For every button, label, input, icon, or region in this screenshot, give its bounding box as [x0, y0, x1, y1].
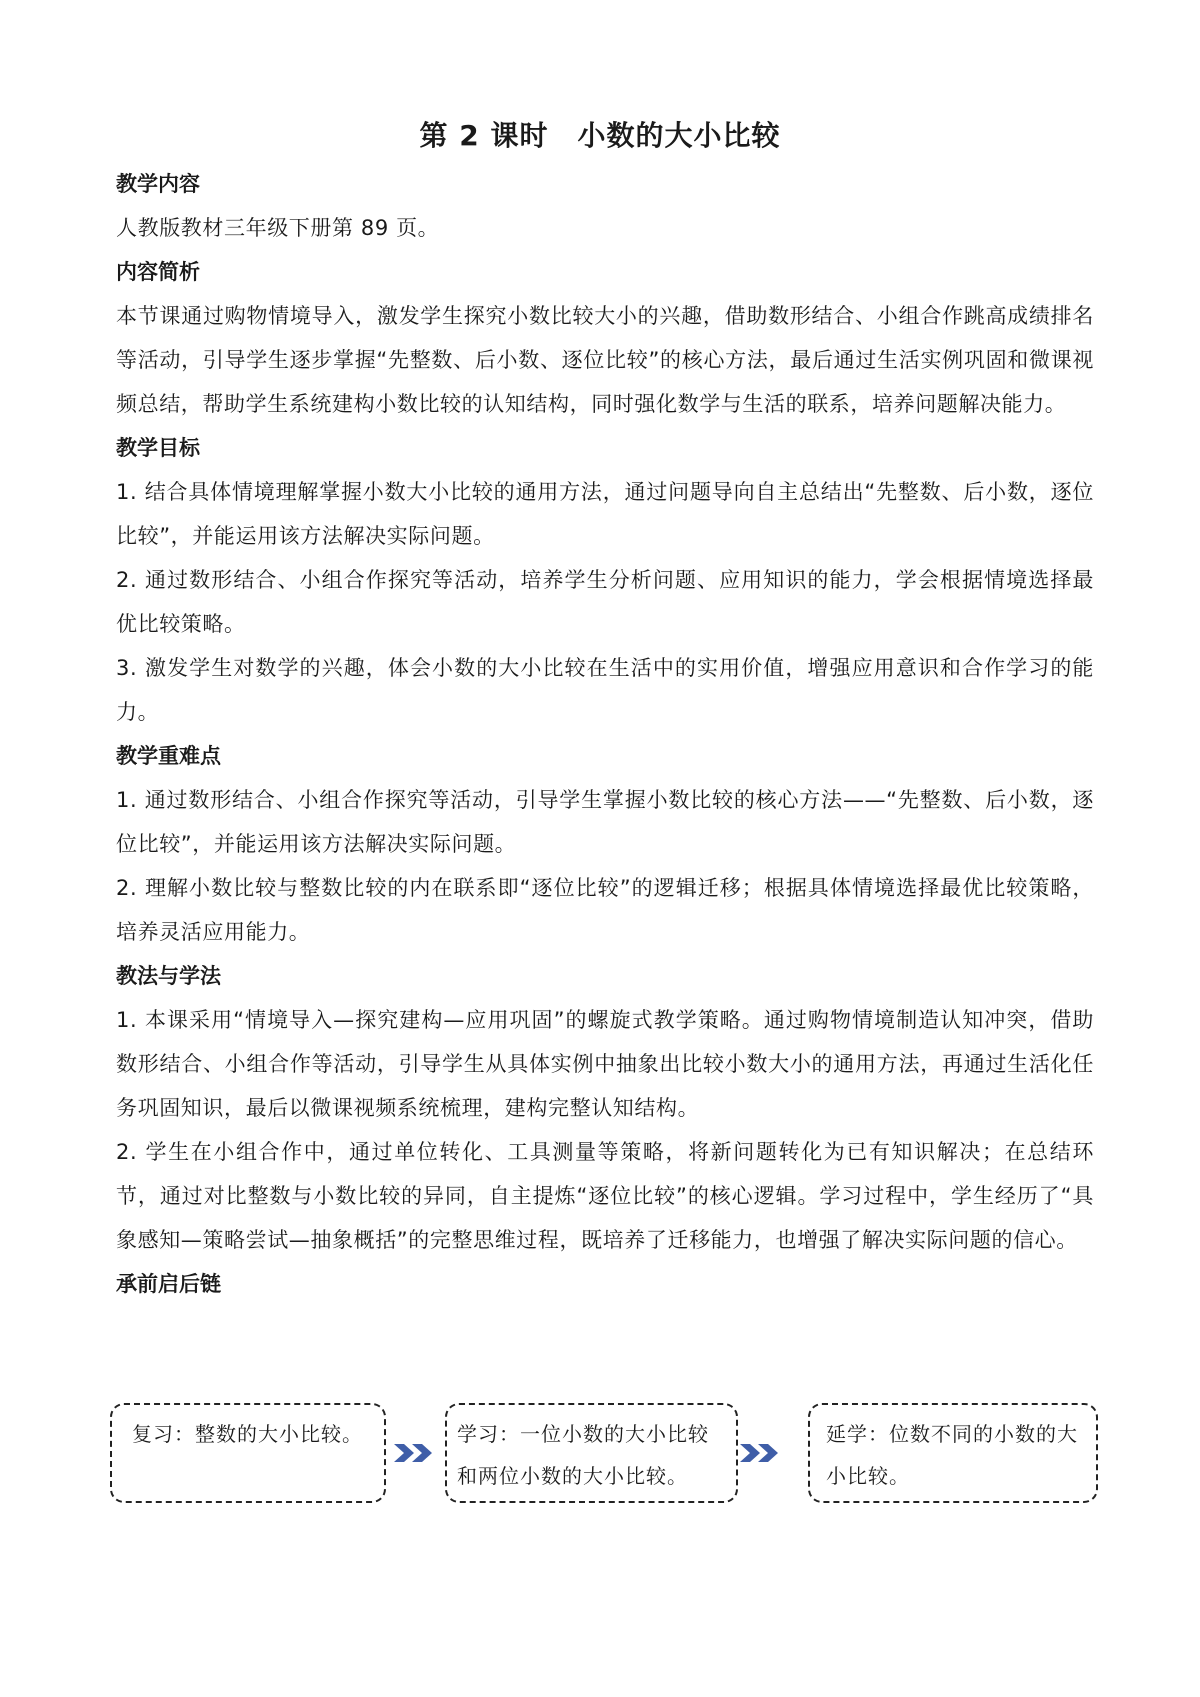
- key-point-2: 2. 理解小数比较与整数比较的内在联系即“逐位比较”的逻辑迁移；根据具体情境选择最优比较策略，培养灵活应用能力。: [116, 876, 1094, 944]
- extend-box: [808, 1403, 1098, 1503]
- review-text: 复习：整数的大小比较。: [132, 1422, 363, 1446]
- learning-chain-flow: [110, 1403, 1100, 1513]
- section-heading-learning-chain: 承前启后链: [116, 1272, 221, 1296]
- teaching-goal-1: 1. 结合具体情境理解掌握小数大小比较的通用方法，通过问题导向自主总结出“先整数、后小数，逐位比较”，并能运用该方法解决实际问题。: [116, 480, 1094, 548]
- document-title: 第 2 课时 小数的大小比较: [419, 119, 781, 152]
- double-chevron-right-icon: [392, 1441, 436, 1465]
- key-point-1: 1. 通过数形结合、小组合作探究等活动，引导学生掌握小数比较的核心方法——“先整数、后小数，逐位比较”，并能运用该方法解决实际问题。: [116, 788, 1094, 856]
- section-heading-teaching-goals: 教学目标: [116, 436, 200, 460]
- document-body: [116, 162, 1094, 1306]
- review-box: [110, 1403, 386, 1503]
- method-2: 2. 学生在小组合作中，通过单位转化、工具测量等策略，将新问题转化为已有知识解决；在总结环节，通过对比整数与小数比较的异同，自主提炼“逐位比较”的核心逻辑。学习过程中，学生经历了“具象感知—策略尝试—抽象概括”的完整思维过程，既培养了迁移能力，也增强了解决实际问题的信心。: [116, 1140, 1094, 1252]
- teaching-content-text: 人教版教材三年级下册第 89 页。: [116, 216, 440, 240]
- learn-box: [445, 1403, 738, 1503]
- method-1: 1. 本课采用“情境导入—探究建构—应用巩固”的螺旋式教学策略。通过购物情境制造认知冲突，借助数形结合、小组合作等活动，引导学生从具体实例中抽象出比较小数大小的通用方法，再通过生活化任务巩固知识，最后以微课视频系统梳理，建构完整认知结构。: [116, 1008, 1094, 1120]
- learn-text: 学习：一位小数的大小比较和两位小数的大小比较。: [457, 1422, 709, 1488]
- content-analysis-text: 本节课通过购物情境导入，激发学生探究小数比较大小的兴趣，借助数形结合、小组合作跳高成绩排名等活动，引导学生逐步掌握“先整数、后小数、逐位比较”的核心方法，最后通过生活实例巩固和微课视频总结，帮助学生系统建构小数比较的认知结构，同时强化数学与生活的联系，培养问题解决能力。: [116, 304, 1094, 416]
- section-heading-methods: 教法与学法: [116, 964, 221, 988]
- teaching-goal-2: 2. 通过数形结合、小组合作探究等活动，培养学生分析问题、应用知识的能力，学会根据情境选择最优比较策略。: [116, 568, 1094, 636]
- section-heading-key-difficult-points: 教学重难点: [116, 744, 221, 768]
- extend-text: 延学：位数不同的小数的大小比较。: [826, 1422, 1078, 1488]
- section-heading-content-analysis: 内容简析: [116, 260, 200, 284]
- section-heading-teaching-content: 教学内容: [116, 172, 200, 196]
- teaching-goal-3: 3. 激发学生对数学的兴趣，体会小数的大小比较在生活中的实用价值，增强应用意识和合作学习的能力。: [116, 656, 1094, 724]
- double-chevron-right-icon: [738, 1441, 782, 1465]
